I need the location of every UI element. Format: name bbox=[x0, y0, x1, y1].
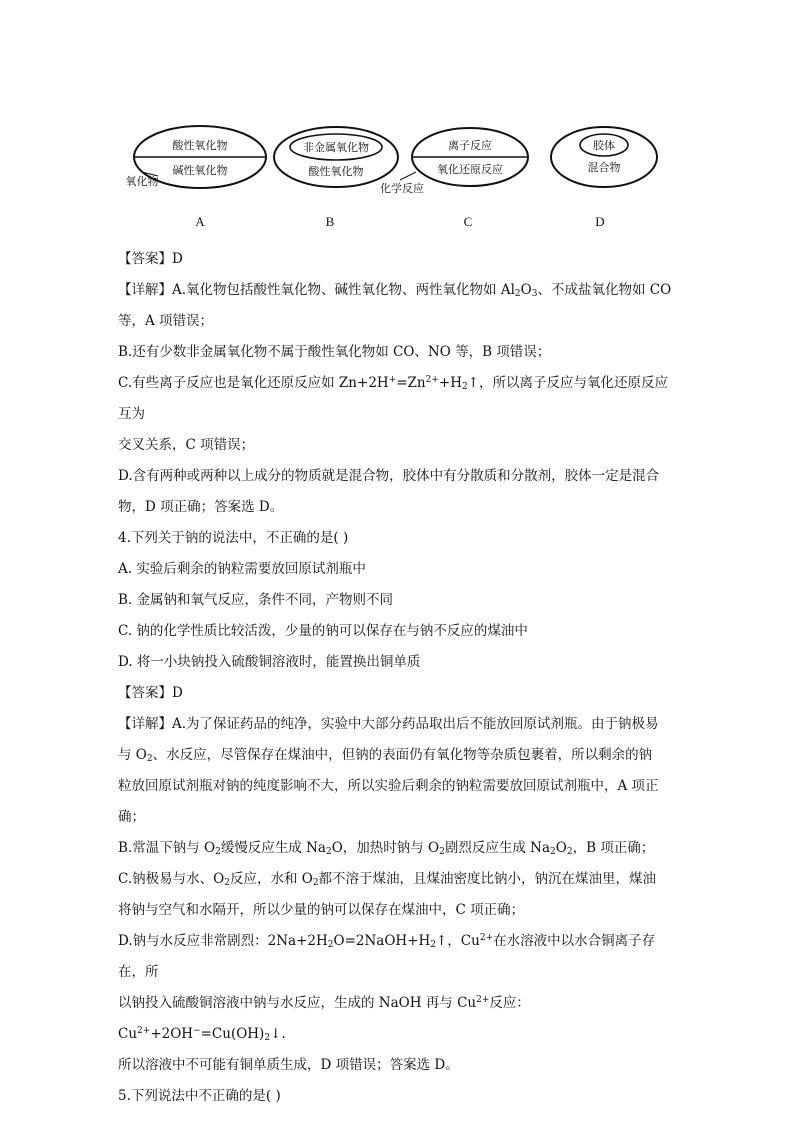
diagram-c-pointer bbox=[400, 172, 416, 180]
q4-stem: 4.下列关于钠的说法中，不正确的是( ) bbox=[118, 530, 349, 546]
q4-detail-c-cont: 将钠与空气和水隔开，所以少量的钠可以保存在煤油中，C 项正确； bbox=[118, 902, 525, 918]
q4-option-b: B. 金属钠和氧气反应，条件不同，产物则不同 bbox=[118, 592, 394, 608]
q4-detail-a-cont3: 确； bbox=[118, 809, 145, 825]
diagram-c-outer-label: 化学反应 bbox=[380, 182, 424, 195]
diagram-c-letter: C bbox=[463, 214, 473, 229]
diagram-d-bottom-label: 混合物 bbox=[587, 161, 621, 174]
q4-detail-d: D.钠与水反应非常剧烈：$2Na+2H_2O=2NaOH+H_2↑$，$Cu^{2+}$在水溶液中以水合铜离子存在，所 bbox=[118, 933, 656, 980]
diagram-a-bottom-label: 碱性氧化物 bbox=[172, 164, 228, 177]
q4-option-c: C. 钠的化学性质比较活泼，少量的钠可以保存在与钠不反应的煤油中 bbox=[118, 623, 528, 639]
q3-detail-a: 【详解】A.氧化物包括酸性氧化物、碱性氧化物、两性氧化物如 $Al_2O_3$、不成盐氧化物如 CO bbox=[118, 282, 672, 299]
q4-detail-d-cont2: 所以溶液中不可能有铜单质生成，D 项错误；答案选 D。 bbox=[118, 1057, 459, 1073]
q4-answer: 【答案】D bbox=[118, 685, 183, 701]
q5-stem: 5.下列说法中不正确的是( ) bbox=[118, 1088, 281, 1104]
q4-detail-a: 【详解】A.为了保证药品的纯净，实验中大部分药品取出后不能放回原试剂瓶。由于钠极易 bbox=[118, 716, 659, 732]
q3-detail-a-cont: 等，A 项错误； bbox=[118, 313, 214, 329]
diagram-b-bottom-label: 酸性氧化物 bbox=[308, 165, 364, 178]
q3-detail-c-cont: 交叉关系，C 项错误； bbox=[118, 437, 255, 453]
q3-detail-b: B.还有少数非金属氧化物不属于酸性氧化物如 CO、NO 等，B 项错误； bbox=[118, 344, 551, 360]
diagram-d-inner-label: 胶体 bbox=[593, 139, 615, 152]
q3-detail-d: D.含有两种或两种以上成分的物质就是混合物，胶体中有分散质和分散剂，胶体一定是混合 bbox=[118, 468, 660, 484]
document-body bbox=[118, 244, 678, 1112]
diagram-a-letter: A bbox=[195, 214, 205, 229]
diagram-d-ellipse bbox=[551, 127, 657, 187]
q4-detail-b: B.常温下钠与 $O_2$缓慢反应生成 $Na_2O$，加热时钠与 $O_2$剧烈反应生成 $Na_2O_2$，B 项正确； bbox=[118, 840, 655, 857]
diagram-b-letter: B bbox=[325, 214, 335, 229]
q4-detail-a-cont2: 粒放回原试剂瓶对钠的纯度影响不大，所以实验后剩余的钠粒需要放回原试剂瓶中，A 项正 bbox=[118, 778, 659, 794]
diagram-c-top-label: 离子反应 bbox=[448, 139, 492, 152]
q4-detail-c: C.钠极易与水、$O_2$反应，水和 $O_2$都不溶于煤油，且煤油密度比钠小，钠沉在煤油里，煤油 bbox=[118, 871, 657, 888]
diagram-b-inner-label: 非金属氧化物 bbox=[303, 141, 369, 154]
q4-option-d: D. 将一小块钠投入硫酸铜溶液时，能置换出铜单质 bbox=[118, 654, 421, 670]
q4-option-a: A. 实验后剩余的钠粒需要放回原试剂瓶中 bbox=[118, 561, 366, 577]
diagram-d-letter: D bbox=[595, 214, 605, 229]
q3-answer: 【答案】D bbox=[118, 251, 183, 267]
q4-detail-a-cont1: 与 $O_2$、水反应，尽管保存在煤油中，但钠的表面仍有氧化物等杂质包裹着，所以剩余的钠 bbox=[118, 747, 653, 764]
classification-figure bbox=[112, 114, 672, 244]
q3-detail-d-cont: 物，D 项正确；答案选 D。 bbox=[118, 499, 284, 515]
diagram-a-top-label: 酸性氧化物 bbox=[172, 139, 228, 152]
diagram-a-outer-label: 氧化物 bbox=[125, 175, 159, 188]
q3-detail-c: C.有些离子反应也是氧化还原反应如 $Zn+2H^+=Zn^{2+}+H_2↑$，所以离子反应与氧化还原反应互为 bbox=[118, 375, 669, 422]
q4-detail-d-cont1: 以钠投入硫酸铜溶液中钠与水反应，生成的 NaOH 再与 $Cu^{2+}$反应：$Cu^{2+}+2OH^-=Cu(OH)_2↓$. bbox=[118, 995, 530, 1043]
diagram-c-bottom-label: 氧化还原反应 bbox=[437, 163, 503, 176]
